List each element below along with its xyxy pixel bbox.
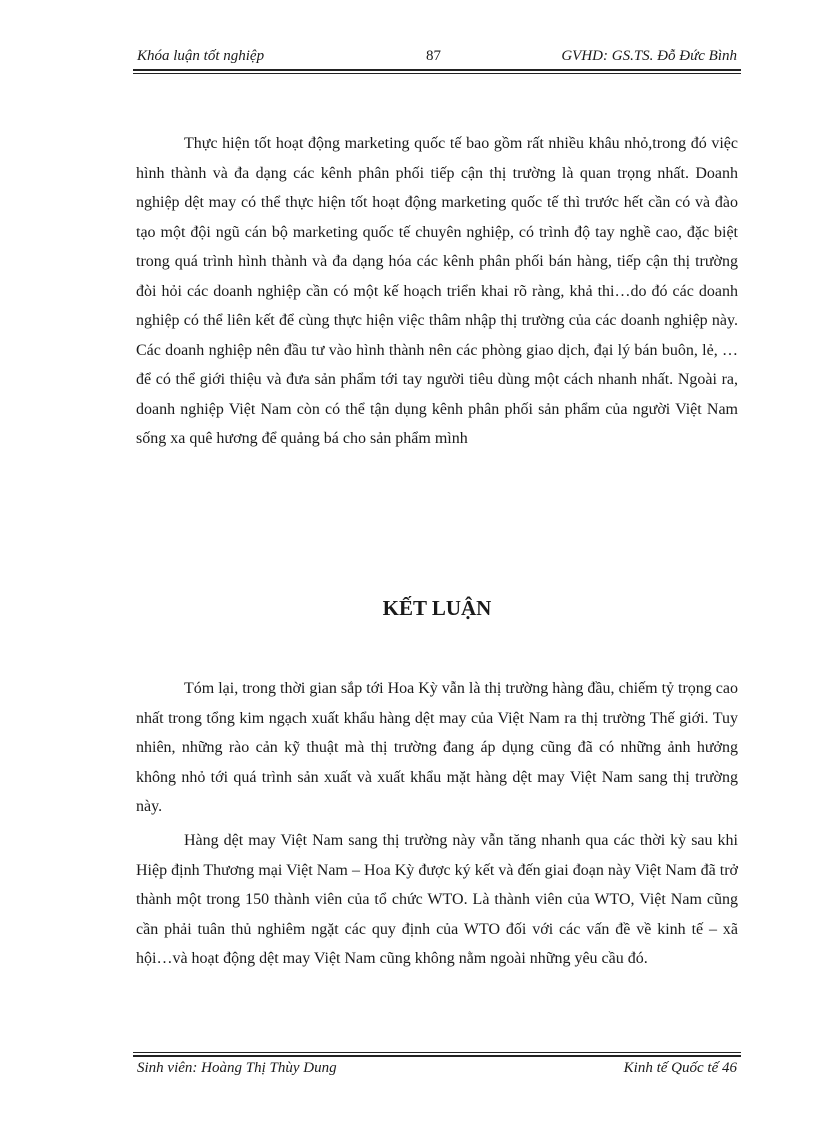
footer-student: Sinh viên: Hoàng Thị Thùy Dung [137, 1060, 337, 1076]
footer-rule-thick [133, 1055, 741, 1057]
page-header [133, 48, 741, 68]
header-rule-thick [133, 69, 741, 71]
header-supervisor: GVHD: GS.TS. Đỗ Đức Bình [561, 48, 737, 64]
footer-class: Kinh tế Quốc tế 46 [623, 1060, 737, 1076]
body-paragraph: Tóm lại, trong thời gian sắp tới Hoa Kỳ vẫn là thị trường hàng đầu, chiếm tỷ trọng cao nhất trong tổng kim ngạch xuất khẩu hàng dệt may của Việt Nam ra thị trường Thế giới. Tuy nhiên, những rào cản kỹ thuật mà thị trường đang áp dụng cũng đã có những ảnh hưởng không nhỏ tới quá trình sản xuất và xuất khẩu mặt hàng dệt may Việt Nam sang thị trường này. [136, 680, 738, 815]
header-rule-thin [133, 73, 741, 74]
section-heading: KẾT LUẬN [382, 596, 492, 620]
header-thesis-title: Khóa luận tốt nghiệp [137, 48, 265, 64]
body-paragraph: Hàng dệt may Việt Nam sang thị trường này vẫn tăng nhanh qua các thời kỳ sau khi Hiệp định Thương mại Việt Nam – Hoa Kỳ được ký kết và đến giai đoạn này Việt Nam đã trở thành một trong 150 thành viên của tổ chức WTO. Là thành viên của WTO, Việt Nam cũng cần phải tuân thủ nghiêm ngặt các quy định của WTO đối với các vấn đề về kinh tế – xã hội…và hoạt động dệt may Việt Nam cũng không nằm ngoài những yêu cầu đó. [136, 832, 738, 967]
body-paragraph: Thực hiện tốt hoạt động marketing quốc tế bao gồm rất nhiều khâu nhỏ,trong đó việc hình thành và đa dạng các kênh phân phối tiếp cận thị trường là quan trọng nhất. Doanh nghiệp dệt may có thể thực hiện tốt hoạt động marketing quốc tế thì trước hết cần có và đào tạo một đội ngũ cán bộ marketing quốc tế chuyên nghiệp, có trình độ tay nghề cao, đặc biệt trong quá trình hình thành và đa dạng hóa các kênh phân phối bán hàng, tiếp cận thị trường đòi hỏi các doanh nghiệp cần có một kế hoạch triển khai rõ ràng, khả thi…do đó các doanh nghiệp có thể liên kết để cùng thực hiện việc thâm nhập thị trường của các doanh nghiệp này. Các doanh nghiệp nên đầu tư vào hình thành nên các phòng giao dịch, đại lý bán buôn, lẻ, …để có thể giới thiệu và đưa sản phẩm tới tay người tiêu dùng một cách nhanh nhất. Ngoài ra, doanh nghiệp Việt Nam còn có thể tận dụng kênh phân phối sản phẩm của người Việt Nam sống xa quê hương để quảng bá cho sản phẩm mình [136, 135, 738, 447]
footer-rule-thin [133, 1052, 741, 1053]
page-footer [133, 1060, 741, 1080]
page-number: 87 [426, 48, 441, 64]
